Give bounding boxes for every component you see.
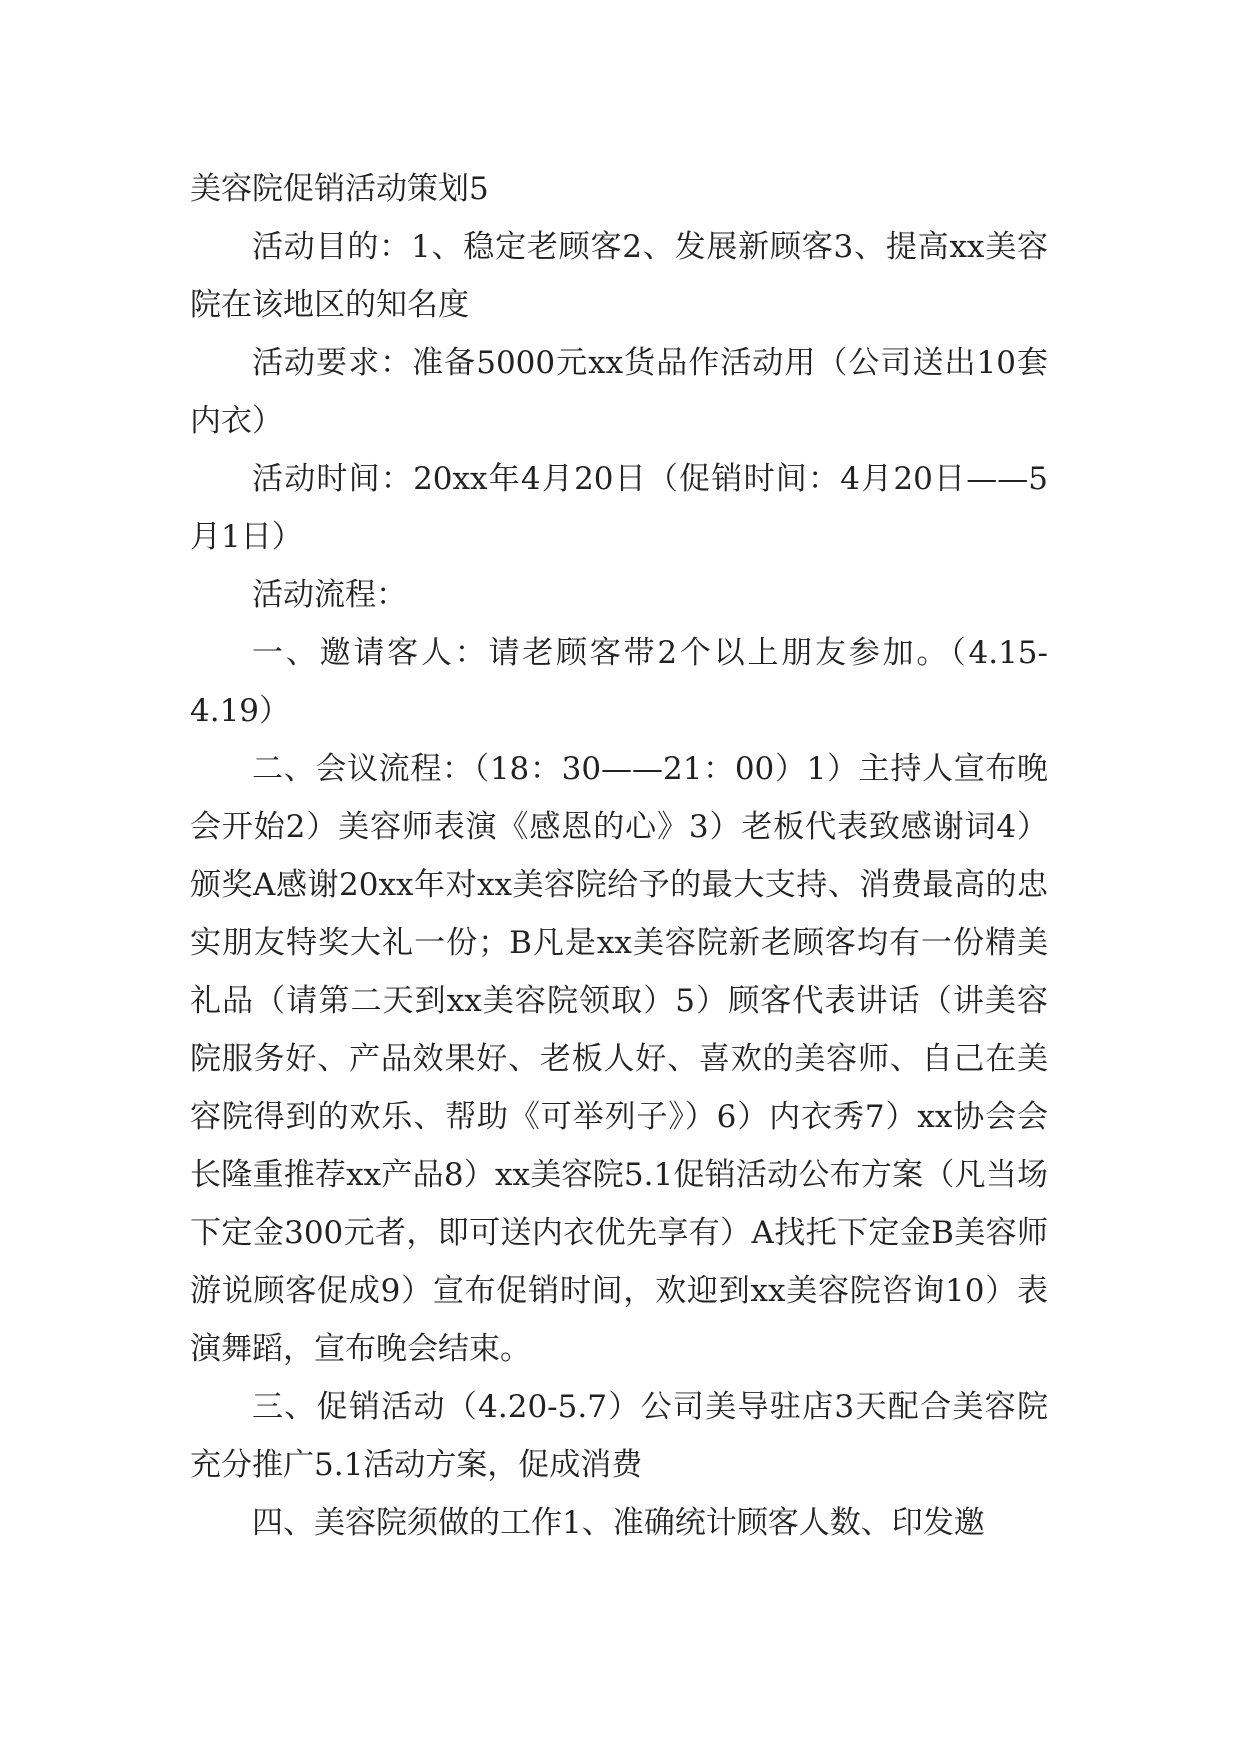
paragraph-salon-tasks: 四、美容院须做的工作1、准确统计顾客人数、印发邀 — [252, 1505, 985, 1541]
paragraph-time: 活动时间：20xx年4月20日（促销时间：4月20日——5月1日） — [190, 461, 1048, 555]
paragraph-promotion: 三、促销活动（4.20-5.7）公司美导驻店3天配合美容院充分推广5.1活动方案，促成消费 — [190, 1389, 1048, 1483]
paragraph-invite-guests: 一、邀请客人：请老顾客带2个以上朋友参加。（4.15-4.19） — [190, 635, 1048, 729]
document-title: 美容院促销活动策划5 — [190, 171, 489, 207]
paragraph-requirements: 活动要求：准备5000元xx货品作活动用（公司送出10套内衣） — [190, 345, 1048, 439]
paragraph-process-heading: 活动流程： — [252, 577, 407, 613]
paragraph-meeting-process: 二、会议流程：（18：30——21：00）1）主持人宣布晚会开始2）美容师表演《感恩的心》3）老板代表致感谢词4）颁奖A感谢20xx年对xx美容院给予的最大支持、消费最高的忠实朋友特奖大礼一份；B凡是xx美容院新老顾客均有一份精美礼品（请第二天到xx美容院领取）5）顾客代表讲话（讲美容院服务好、产品效果好、老板人好、喜欢的美容师、自己在美容院得到的欢乐、帮助《可举列子》）6）内衣秀7）xx协会会长隆重推荐xx产品8）xx美容院5.1促销活动公布方案（凡当场下定金300元者，即可送内衣优先享有）A找托下定金B美容师游说顾客促成9）宣布促销时间，欢迎到xx美容院咨询10）表演舞蹈，宣布晚会结束。 — [190, 751, 1048, 1367]
paragraph-purpose: 活动目的：1、稳定老顾客2、发展新顾客3、提高xx美容院在该地区的知名度 — [190, 229, 1048, 323]
document-body — [190, 160, 1048, 1552]
